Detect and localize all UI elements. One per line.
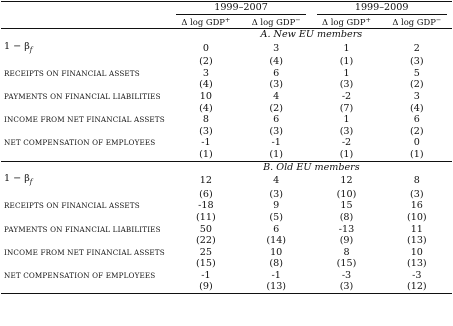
se-cell: (3) bbox=[311, 281, 381, 293]
coef-cell: 4 bbox=[273, 175, 280, 187]
se-cell: (10) bbox=[406, 211, 427, 223]
se-cell: (11) bbox=[196, 211, 216, 223]
table-row-se bbox=[1, 56, 452, 68]
table-row-se bbox=[1, 149, 452, 161]
coef-cell: 9 bbox=[273, 200, 280, 212]
panel-title: A. New EU members bbox=[171, 29, 452, 41]
row-label: INCOME FROM NET FINANCIAL ASSETS bbox=[4, 247, 165, 257]
se-cell: (4) bbox=[410, 102, 424, 114]
table-row-se bbox=[1, 258, 452, 270]
col-header-neg-1: Δ log GDP− bbox=[241, 15, 311, 29]
table-row-se bbox=[1, 79, 452, 91]
coef-cell: 3 bbox=[413, 91, 420, 103]
coef-cell: 2 bbox=[413, 42, 420, 54]
se-cell: (9) bbox=[339, 235, 354, 247]
row-label: $1 - \beta_f$ bbox=[4, 40, 33, 54]
se-cell: (3) bbox=[269, 125, 283, 137]
coef-cell: 1 bbox=[343, 67, 350, 79]
row-label: $1 - \beta_f$ bbox=[4, 173, 33, 187]
header-row-columns bbox=[1, 15, 452, 29]
se-cell: (12) bbox=[382, 281, 452, 293]
col-header-pos-2: Δ log GDP+ bbox=[311, 15, 381, 29]
table-row-se bbox=[1, 189, 452, 201]
table-row bbox=[1, 68, 452, 80]
coef-cell: 8 bbox=[343, 246, 350, 258]
coef-cell: 3 bbox=[273, 42, 280, 54]
se-cell: (9) bbox=[171, 281, 241, 293]
coef-cell: 5 bbox=[413, 67, 420, 79]
coef-cell: -18 bbox=[198, 200, 214, 212]
se-cell: (15) bbox=[196, 258, 216, 270]
coef-cell: -1 bbox=[271, 137, 281, 149]
se-cell: (3) bbox=[269, 188, 283, 200]
se-cell: (6) bbox=[199, 188, 213, 200]
table-row-se bbox=[1, 281, 452, 293]
se-cell: (1) bbox=[339, 149, 354, 161]
se-cell: (2) bbox=[269, 102, 283, 114]
group-header-1999-2007: 1999–2007 bbox=[176, 2, 306, 15]
coef-cell: 10 bbox=[410, 246, 423, 258]
row-label: NET COMPENSATION OF EMPLOYEES bbox=[4, 138, 156, 148]
se-cell: (3) bbox=[199, 125, 213, 137]
row-label: RECEIPTS ON FINANCIAL ASSETS bbox=[4, 68, 140, 78]
se-cell: (1) bbox=[269, 149, 283, 161]
coef-cell: 12 bbox=[340, 175, 353, 187]
se-cell: (13) bbox=[241, 281, 311, 293]
coef-cell: 6 bbox=[413, 114, 420, 126]
col-header-neg-2: Δ log GDP− bbox=[382, 15, 452, 29]
coef-cell: -2 bbox=[341, 137, 352, 149]
se-cell: (15) bbox=[336, 258, 357, 270]
coef-cell: 0 bbox=[202, 42, 209, 54]
coef-cell: 25 bbox=[199, 246, 212, 258]
se-cell: (13) bbox=[406, 258, 427, 270]
coef-cell: -3 bbox=[341, 269, 352, 281]
coef-cell: -1 bbox=[201, 137, 211, 149]
coef-cell: -13 bbox=[338, 223, 355, 235]
table-row bbox=[1, 91, 452, 103]
coef-cell: 8 bbox=[413, 175, 420, 187]
se-cell: (22) bbox=[196, 235, 216, 247]
se-cell: (8) bbox=[339, 211, 354, 223]
se-cell: (1) bbox=[199, 149, 213, 161]
se-cell: (4) bbox=[269, 56, 283, 68]
coef-cell: -2 bbox=[341, 91, 352, 103]
row-label: RECEIPTS ON FINANCIAL ASSETS bbox=[4, 201, 140, 211]
panel-title-row bbox=[1, 161, 452, 173]
coef-cell: 1 bbox=[343, 114, 350, 126]
se-cell: (8) bbox=[269, 258, 283, 270]
header-row-groups bbox=[1, 2, 452, 15]
se-cell: (3) bbox=[339, 125, 354, 137]
coef-cell: 10 bbox=[270, 246, 283, 258]
results-table bbox=[1, 1, 452, 294]
coef-cell: 4 bbox=[273, 91, 280, 103]
coef-cell: 3 bbox=[202, 67, 209, 79]
coef-cell: 6 bbox=[273, 114, 280, 126]
table-row bbox=[1, 173, 452, 189]
se-cell: (3) bbox=[410, 56, 424, 68]
table-row-se bbox=[1, 212, 452, 224]
coef-cell: 10 bbox=[199, 91, 212, 103]
panel-title-row bbox=[1, 29, 452, 41]
coef-cell: -1 bbox=[201, 269, 211, 281]
table-row bbox=[1, 114, 452, 126]
se-cell: (13) bbox=[406, 235, 427, 247]
table-row bbox=[1, 270, 452, 282]
table-row-se bbox=[1, 126, 452, 138]
row-label: INCOME FROM NET FINANCIAL ASSETS bbox=[4, 115, 165, 125]
se-cell: (4) bbox=[199, 79, 213, 91]
table-row-se bbox=[1, 235, 452, 247]
row-label: PAYMENTS ON FINANCIAL LIABILITIES bbox=[4, 92, 161, 102]
se-cell: (1) bbox=[410, 149, 424, 161]
coef-cell: -1 bbox=[271, 269, 281, 281]
se-cell: (14) bbox=[266, 235, 287, 247]
coef-cell: 50 bbox=[199, 223, 212, 235]
se-cell: (2) bbox=[410, 125, 424, 137]
table-row bbox=[1, 224, 452, 236]
se-cell: (7) bbox=[339, 102, 354, 114]
panel-title: B. Old EU members bbox=[171, 161, 452, 173]
coef-cell: -3 bbox=[412, 269, 422, 281]
se-cell: (1) bbox=[339, 56, 354, 68]
table-row bbox=[1, 200, 452, 212]
coef-cell: 1 bbox=[343, 42, 350, 54]
table-row bbox=[1, 41, 452, 57]
row-label: PAYMENTS ON FINANCIAL LIABILITIES bbox=[4, 224, 161, 234]
table-row-se bbox=[1, 103, 452, 115]
se-cell: (3) bbox=[269, 79, 283, 91]
se-cell: (2) bbox=[410, 79, 424, 91]
coef-cell: 15 bbox=[340, 200, 353, 212]
se-cell: (10) bbox=[336, 188, 357, 200]
table-row bbox=[1, 247, 452, 259]
coef-cell: 11 bbox=[410, 223, 423, 235]
se-cell: (5) bbox=[269, 211, 283, 223]
se-cell: (3) bbox=[339, 79, 354, 91]
coef-cell: 0 bbox=[413, 137, 420, 149]
col-header-pos-1: Δ log GDP+ bbox=[171, 15, 241, 29]
coef-cell: 8 bbox=[202, 114, 209, 126]
coef-cell: 6 bbox=[273, 67, 280, 79]
se-cell: (2) bbox=[199, 56, 213, 68]
group-header-1999-2009: 1999–2009 bbox=[317, 2, 447, 15]
se-cell: (4) bbox=[199, 102, 213, 114]
row-label: NET COMPENSATION OF EMPLOYEES bbox=[4, 270, 156, 280]
coef-cell: 16 bbox=[410, 200, 423, 212]
table-row bbox=[1, 137, 452, 149]
coef-cell: 12 bbox=[199, 175, 212, 187]
se-cell: (3) bbox=[410, 188, 424, 200]
coef-cell: 6 bbox=[273, 223, 280, 235]
